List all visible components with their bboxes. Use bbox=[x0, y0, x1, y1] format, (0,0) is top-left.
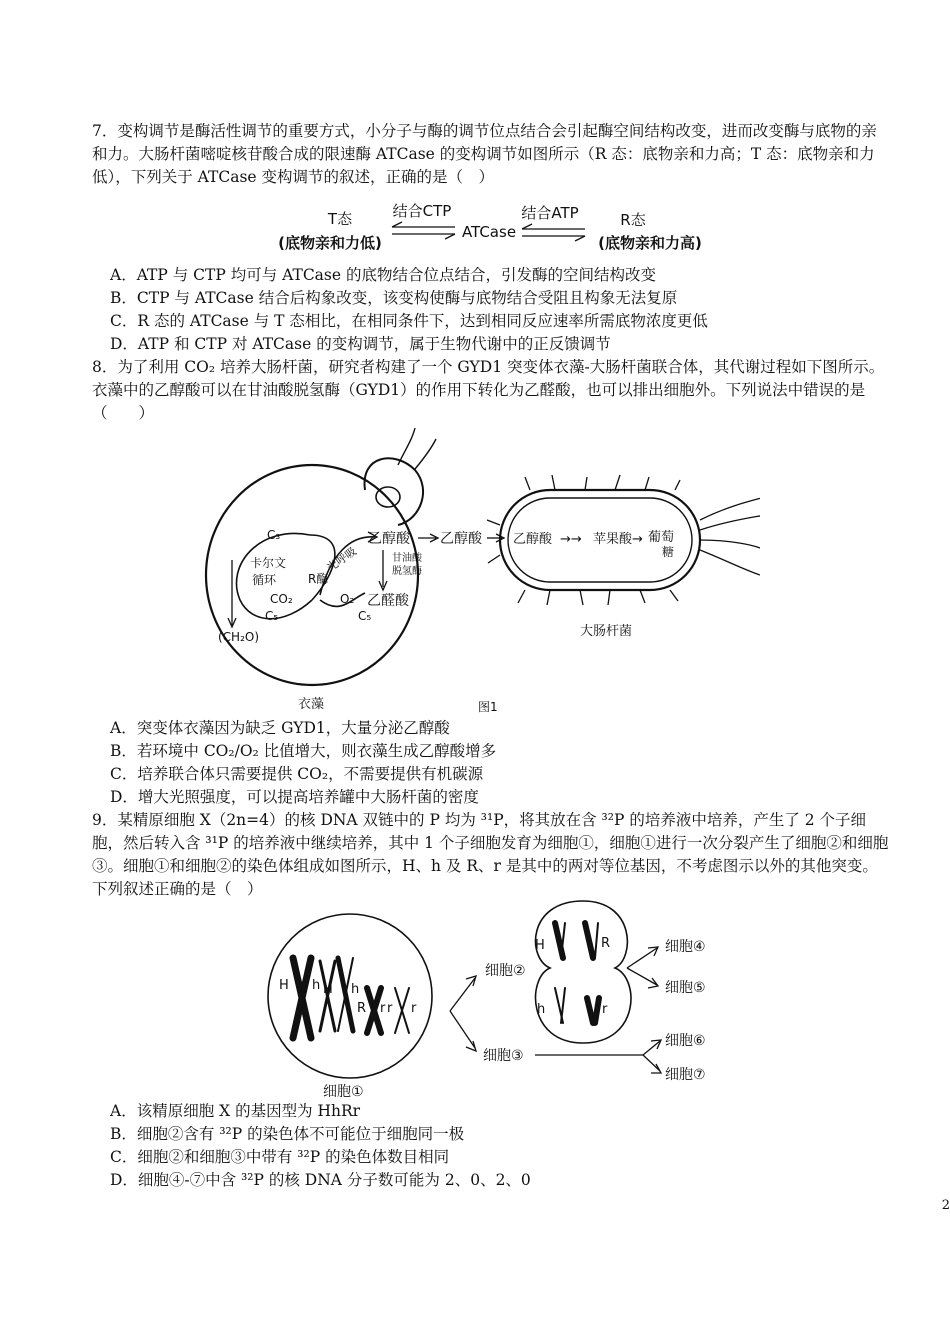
q9-option-a: A．该精原细胞 X 的基因型为 HhRr bbox=[110, 1102, 361, 1120]
r-state-desc: (底物亲和力高) bbox=[598, 234, 702, 252]
q8-option-c: C．培养联合体只需要提供 CO₂，不需要提供有机碳源 bbox=[110, 765, 484, 783]
question-8-stem: 8．为了利用 CO₂ 培养大肠杆菌，研究者构建了一个 GYD1 突变体衣藻-大肠杆菌联合体，其代谢过程如下图所示。衣藻中的乙醇酸可以在甘油酸脱氢酶（GYD1）的作用下转化为乙醛酸，也可以排出细胞外。下列说法中错误的是（ ） bbox=[92, 358, 885, 422]
q9-option-d: D．细胞④-⑦中含 ³²P 的核 DNA 分子数可能为 2、0、2、0 bbox=[110, 1171, 531, 1189]
q8-option-d: D．增大光照强度，可以提高培养罐中大肠杆菌的密度 bbox=[110, 788, 479, 806]
gene-H-3: H bbox=[535, 938, 545, 953]
c5-right-label: C₅ bbox=[358, 609, 372, 623]
gene-h-2: h bbox=[351, 982, 360, 997]
o2-label: O₂ bbox=[340, 592, 355, 606]
question-9-stem: 9．某精原细胞 X（2n=4）的核 DNA 双链中的 P 均为 ³¹P，将其放在含 ³²P 的培养液中培养，产生了 2 个子细胞，然后转入含 ³¹P 的培养液中继续培养，其中 1 个子细胞发育为细胞①，细胞①进行一次分裂产生了细胞②和细胞③。细胞①和细胞②的染色体组成如图所示，H、h 及 R、r 是其中的两对等位基因，不考虑图示以外的其他突变。下列叙述正确的是（ ） bbox=[92, 811, 889, 898]
cell-4-label: 细胞④ bbox=[665, 939, 706, 955]
q9-option-c: C．细胞②和细胞③中带有 ³²P 的染色体数目相同 bbox=[110, 1148, 450, 1166]
atcase-diagram bbox=[260, 196, 710, 258]
figure-1-label: 图1 bbox=[478, 700, 498, 714]
glycolate-in-label: 乙醇酸 bbox=[368, 531, 410, 547]
gene-r-4: r bbox=[602, 1002, 608, 1017]
atcase-label: ATCase bbox=[461, 223, 517, 241]
q7-option-d: D．ATP 和 CTP 对 ATCase 的变构调节，属于生物代谢中的正反馈调节 bbox=[110, 335, 611, 353]
gene-H-2: H bbox=[323, 982, 333, 997]
c3-label: C₃ bbox=[267, 528, 281, 542]
question-7-stem: 7．变构调节是酶活性调节的重要方式，小分子与酶的调节位点结合会引起酶空间结构改变，进而改变酶与底物的亲和力。大肠杆菌嘧啶核苷酸合成的限速酶 ATCase 的变构调节如图所示（R 态：底物亲和力高；T 态：底物亲和力低），下列关于 ATCase 变构调节的叙述，正确的是（ ） bbox=[92, 122, 877, 186]
q8-option-a: A．突变体衣藻因为缺乏 GYD1，大量分泌乙醇酸 bbox=[110, 719, 450, 737]
alga-ecoli-figure bbox=[200, 425, 760, 720]
photoresp-label: 光呼吸 bbox=[324, 544, 359, 575]
q9-option-b: B．细胞②含有 ³²P 的染色体不可能位于细胞同一极 bbox=[110, 1125, 465, 1143]
gyd1-label-1: 甘油酸 bbox=[392, 553, 422, 564]
r-state-label: R态 bbox=[620, 211, 646, 229]
gene-R-1: R bbox=[357, 1001, 367, 1016]
gyd1-label-2: 脱氢酶 bbox=[392, 566, 422, 577]
glycolate-out-label: 乙醇酸 bbox=[440, 531, 482, 547]
ecoli-label: 大肠杆菌 bbox=[580, 624, 633, 639]
malate-label: 苹果酸 bbox=[593, 532, 633, 547]
gene-R-2: R bbox=[601, 936, 611, 951]
cell-5-label: 细胞⑤ bbox=[665, 980, 706, 996]
q7-option-b: B．CTP 与 ATCase 结合后构象改变，该变构使酶与底物结合受阻且构象无法复原 bbox=[110, 289, 678, 307]
cell-division-figure bbox=[265, 893, 735, 1103]
gene-r-1: r bbox=[380, 1001, 386, 1016]
glycolate-ecoli-label: 乙醇酸 bbox=[513, 532, 553, 547]
co2-label: CO₂ bbox=[270, 592, 293, 606]
glucose-label-2: 糖 bbox=[662, 545, 675, 559]
ch2o-label: (CH₂O) bbox=[218, 630, 260, 644]
atp-label: 结合ATP bbox=[521, 204, 579, 222]
gene-h-1: h bbox=[312, 978, 321, 993]
cell-6-label: 细胞⑥ bbox=[665, 1033, 706, 1049]
gene-h-3: h bbox=[537, 1002, 546, 1017]
cell-7-label: 细胞⑦ bbox=[665, 1067, 706, 1083]
glucose-label-1: 葡萄 bbox=[648, 530, 675, 545]
t-state-label: T态 bbox=[327, 210, 353, 228]
page-number: 2 bbox=[941, 1198, 950, 1213]
cell-2-label: 细胞② bbox=[485, 963, 526, 979]
cell-3-label: 细胞③ bbox=[483, 1048, 524, 1064]
gene-r-3: r bbox=[411, 1001, 417, 1016]
cell-1-label: 细胞① bbox=[323, 1084, 364, 1100]
t-state-desc: (底物亲和力低) bbox=[278, 234, 382, 252]
gene-H-1: H bbox=[279, 978, 289, 993]
ctp-label: 结合CTP bbox=[392, 202, 452, 220]
c5-left-label: C₅ bbox=[265, 609, 279, 623]
calvin-label-1: 卡尔文 bbox=[250, 556, 287, 570]
svg-text:→→: →→ bbox=[560, 532, 582, 547]
r-enzyme-label: R酶 bbox=[308, 572, 329, 586]
calvin-label-2: 循环 bbox=[252, 573, 277, 587]
svg-text:→: → bbox=[632, 532, 643, 547]
gene-r-2: r bbox=[387, 1001, 393, 1016]
q7-option-a: A．ATP 与 CTP 均可与 ATCase 的底物结合位点结合，引发酶的空间结构改变 bbox=[110, 266, 656, 284]
glyoxylate-label: 乙醛酸 bbox=[367, 593, 409, 609]
alga-label: 衣藻 bbox=[298, 697, 325, 712]
q8-option-b: B．若环境中 CO₂/O₂ 比值增大，则衣藻生成乙醇酸增多 bbox=[110, 742, 497, 760]
q7-option-c: C．R 态的 ATCase 与 T 态相比，在相同条件下，达到相同反应速率所需底物浓度更低 bbox=[110, 312, 708, 330]
